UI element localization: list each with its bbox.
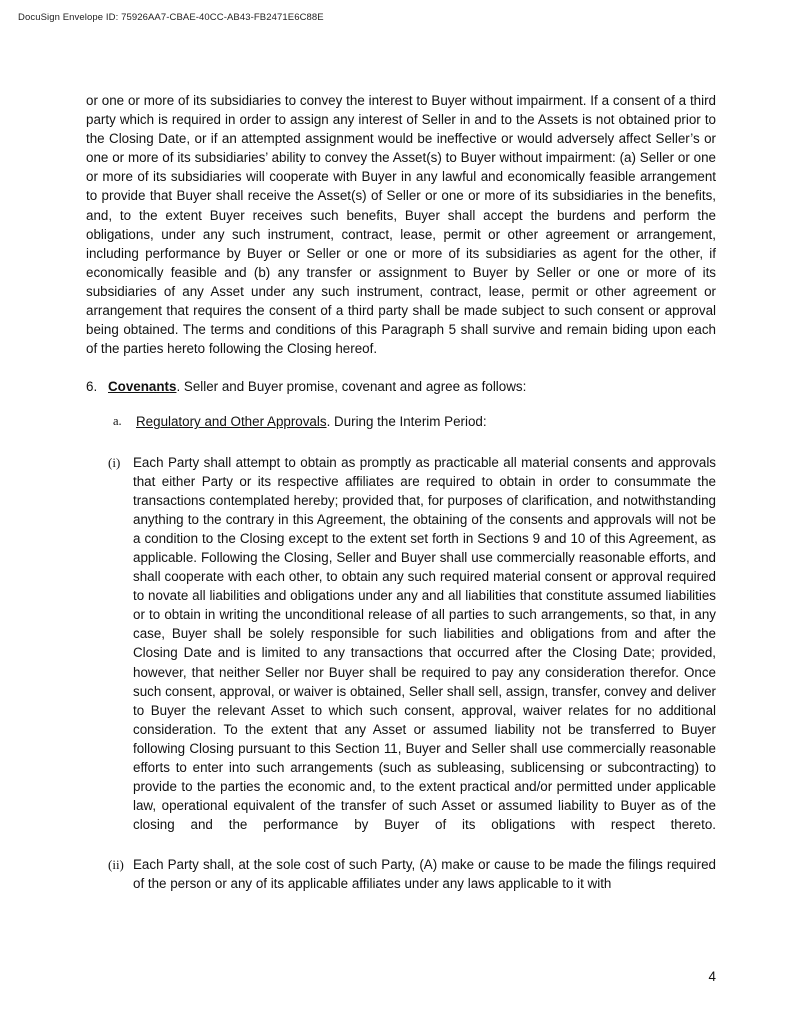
continuation-paragraph: or one or more of its subsidiaries to convey the interest to Buyer without impairment. If a consent of a third party which is required in order to assign any interest of Seller in and to the Assets is not obtained prior to the Closing Date, or if an attempted assignment would be ineffective or would adversely affect Seller’s or one or more of its subsidiaries’ ability to convey the Asset(s) to Buyer without impairment: (a) Seller or one or more of its subsidiaries will cooperate with Buyer in any lawful and economically feasible arrangement to provide that Buyer shall receive the Asset(s) of Seller or one or more of its subsidiaries in the benefits, and, to the extent Buyer receives such benefits, Buyer shall accept the burdens and perform the obligations, under any such instrument, contract, lease, permit or other agreement or arrangement, including performance by Buyer or Seller or one or more of its subsidiaries as agent for the other, if economically feasible and (b) any transfer or assignment to Buyer by Seller or one or more of its subsidiaries of any Asset under any such instrument, contract, lease, permit or other agreement or arrangement that requires the consent of a third party shall be made subject to such consent or approval being obtained. The terms and conditions of this Paragraph 5 shall survive and remain biding upon each of the parties hereto following the Closing hereof. [86,93,716,357]
section-intro: . Seller and Buyer promise, covenant and agree as follows: [176,379,527,395]
section-6-line [108,377,526,396]
item-marker: (i) [108,454,121,470]
document-page [86,91,716,894]
subsection-title: Regulatory and Other Approvals [136,414,327,430]
page-number: 4 [708,969,716,984]
subsection-letter: a. [113,414,122,429]
subsection-a-heading [113,412,716,431]
section-number: 6. [86,379,98,395]
subsection-a-line [136,412,487,431]
item-text: Each Party shall attempt to obtain as promptly as practicable all material consents and approvals that either Party or its respective affiliates are required to obtain in order to consummate the transactions contemplated hereby; provided that, for purposes of clarification, and notwithstanding anything to the contrary in this Agreement, the obtaining of the consents and approvals will not be a condition to the Closing except to the extent set forth in Sections 9 and 10 of this Agreement, as applicable. Following the Closing, Seller and Buyer shall use commercially reasonable efforts, and shall cooperate with each other, to obtain any such required material consent or approval required to novate all liabilities and obligations under any and all liabilities that constitute assumed liabilities or to obtain in writing the unconditional release of all parties to such arrangements, so that, in any case, Buyer shall be solely responsible for such liabilities and obligations from and after the Closing Date and is limited to any transactions that occurred after the Closing Date; provided, however, that neither Seller nor Buyer shall be required to pay any consideration therefor. Once such consent, approval, or waiver is obtained, Seller shall sell, assign, transfer, convey and deliver to Buyer the relevant Asset to which such consent, approval, waiver relates for no additional consideration. To the extent that any Asset or assumed liability not be transferred to Buyer following Closing pursuant to this Section 11, Buyer and Seller shall use commercially reasonable efforts to enter into such arrangements (such as subleasing, sublicensing or subcontracting) to provide to the parties the economic and, to the extent practical and/or permitted under applicable law, operational equivalent of the transfer of such Asset or assumed liability to Buyer as of the closing and the performance by Buyer of its obligations with respect thereto. [133,454,716,833]
subsection-intro: . During the Interim Period: [326,414,487,430]
list-item-i [108,453,716,835]
section-title: Covenants [108,379,177,395]
item-text: Each Party shall, at the sole cost of such Party, (A) make or cause to be made the filings required of the person or any of its applicable affiliates under any laws applicable to it with [133,857,716,892]
list-item-ii [108,855,716,893]
docusign-envelope-id: DocuSign Envelope ID: 75926AA7-CBAE-40CC-AB43-FB2471E6C88E [18,12,324,23]
item-marker: (ii) [108,857,124,873]
section-6-heading [86,377,716,396]
